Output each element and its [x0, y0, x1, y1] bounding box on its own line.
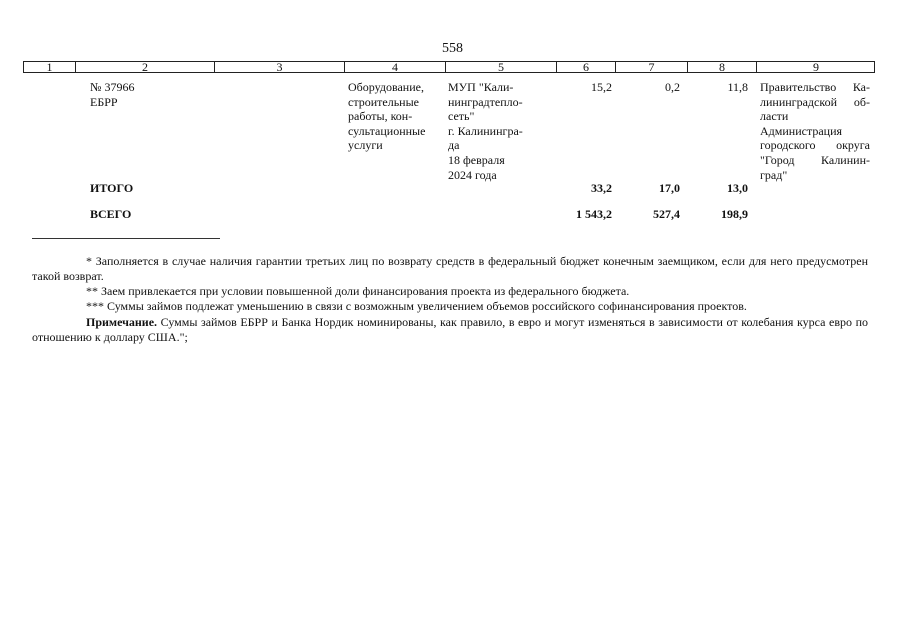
footnote-2 — [32, 284, 868, 299]
borrower-line: МУП "Кали- — [448, 80, 514, 94]
purpose-line: сультационные — [348, 123, 426, 138]
note-text: Суммы займов ЕБРР и Банка Нордик номинированы, как правило, в евро и могут изменяться в зависимости от колебания курса евро по отношению к доллару США."; — [32, 315, 868, 344]
note-label: Примечание. — [86, 315, 158, 329]
borrower-line: г. Калинингра- — [448, 123, 523, 138]
purpose-line: услуги — [348, 138, 383, 153]
column-number-5: 5 — [498, 60, 504, 74]
borrower-line: нинградтепло- — [448, 94, 523, 109]
itogo-label: ИТОГО — [90, 181, 134, 195]
vsego-col7: 527,4 — [653, 207, 680, 221]
column-number-7: 7 — [648, 60, 655, 74]
row-col6-value: 15,2 — [591, 80, 612, 94]
loan-number: № 37966 — [90, 80, 135, 94]
vsego-col8: 198,9 — [721, 207, 748, 221]
footnote-text: * Заполняется в случае наличия гарантии третьих лиц по возврату средств в федеральный бюджет конечным заемщиком, если для него предусмотрен такой возврат. — [32, 254, 868, 283]
borrower-line: 18 февраля — [448, 152, 505, 167]
borrower-cell — [448, 80, 552, 182]
column-number-8: 8 — [719, 60, 725, 74]
borrower-line: 2024 года — [448, 167, 497, 182]
footnote-3 — [32, 299, 868, 314]
guarantor-cell — [760, 80, 870, 182]
itogo-col6: 33,2 — [591, 181, 612, 195]
column-number-9: 9 — [813, 60, 819, 74]
note-paragraph — [32, 315, 868, 345]
row-col7-value: 0,2 — [665, 80, 680, 94]
loan-id-cell — [90, 80, 210, 109]
footnote-text: ** Заем привлекается при условии повышенной доли финансирования проекта из федерального бюджета. — [86, 284, 630, 298]
itogo-col8: 13,0 — [727, 181, 748, 195]
purpose-cell — [348, 80, 444, 153]
guarantor-line: Правительство Ка- — [760, 80, 870, 94]
footnote-1 — [32, 254, 868, 284]
guarantor-line: Администрация — [760, 123, 843, 138]
lender-name: ЕБРР — [90, 94, 118, 109]
purpose-line: работы, кон- — [348, 109, 413, 124]
column-number-4: 4 — [392, 60, 398, 74]
column-number-6: 6 — [583, 60, 589, 74]
purpose-line: Оборудование, — [348, 80, 424, 94]
purpose-line: строительные — [348, 94, 419, 109]
column-number-3: 3 — [276, 60, 283, 74]
column-number-2: 2 — [142, 60, 148, 74]
vsego-label: ВСЕГО — [90, 207, 132, 221]
page-number: 558 — [442, 41, 463, 56]
column-number-1: 1 — [46, 60, 53, 74]
column-number-header — [23, 61, 875, 73]
guarantor-line: ласти — [760, 109, 789, 124]
footnote-separator — [32, 238, 220, 239]
guarantor-line: град" — [760, 167, 788, 182]
itogo-col7: 17,0 — [659, 181, 680, 195]
borrower-line: сеть" — [448, 109, 475, 124]
footnote-text: *** Суммы займов подлежат уменьшению в связи с возможным увеличением объемов российского софинансирования проектов. — [86, 299, 747, 313]
guarantor-line: лининградской об- — [760, 94, 870, 109]
vsego-col6: 1 543,2 — [576, 207, 612, 221]
guarantor-line: городского округа — [760, 138, 870, 153]
guarantor-line: "Город Калинин- — [760, 152, 870, 167]
row-col8-value: 11,8 — [727, 80, 748, 94]
borrower-line: да — [448, 138, 460, 153]
